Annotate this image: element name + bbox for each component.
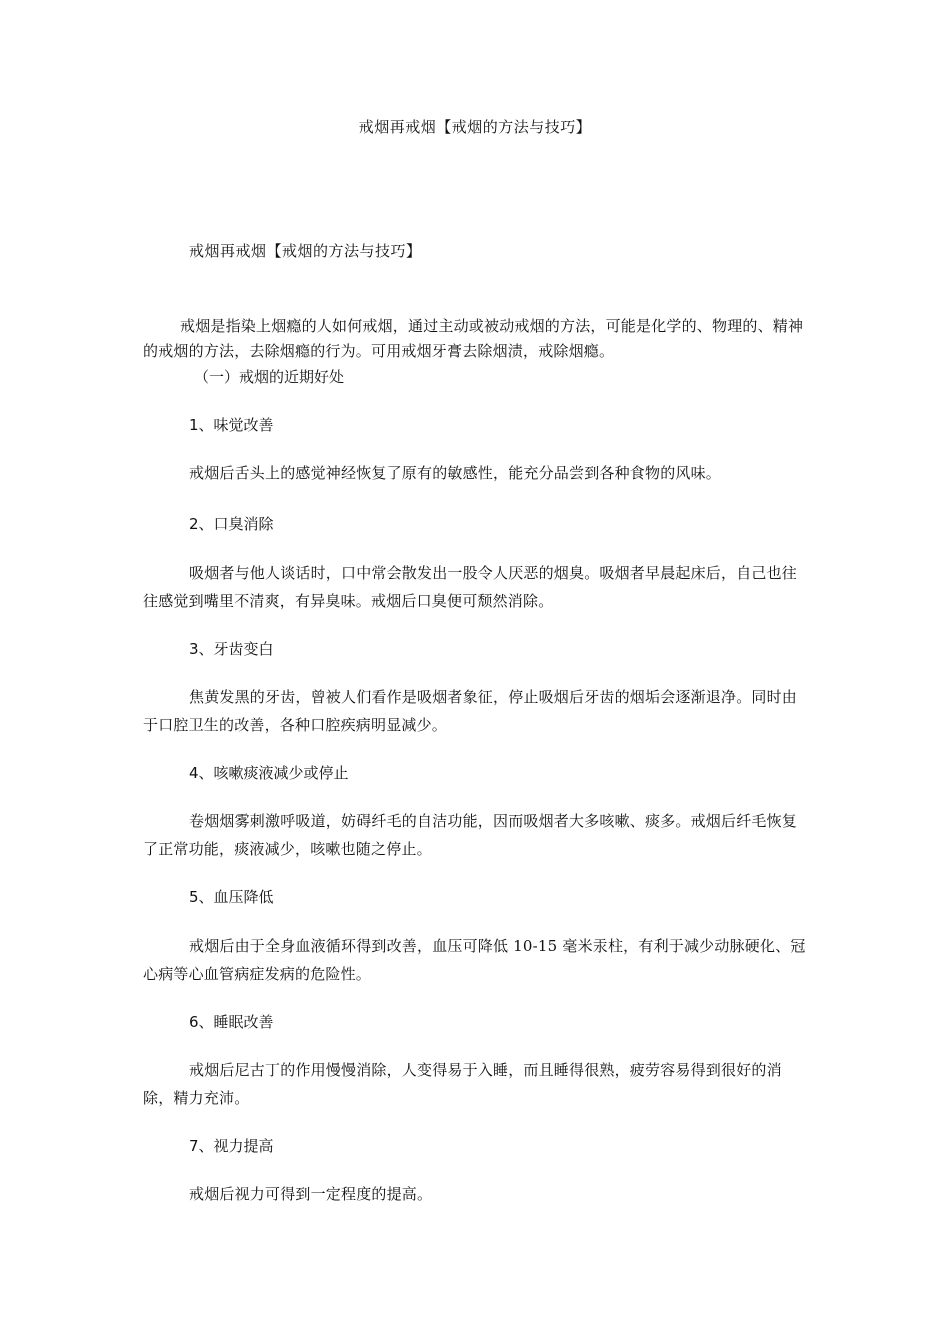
- item-heading-5: 5、血压降低: [189, 888, 274, 906]
- document-subtitle: 戒烟再戒烟【戒烟的方法与技巧】: [189, 242, 422, 260]
- item-body-3: 焦黄发黑的牙齿，曾被人们看作是吸烟者象征，停止吸烟后牙齿的烟垢会逐渐退净。同时由于口腔卫生的改善，各种口腔疾病明显减少。: [143, 688, 798, 734]
- item-body-4: 卷烟烟雾刺激呼吸道，妨碍纤毛的自洁功能，因而吸烟者大多咳嗽、痰多。戒烟后纤毛恢复了正常功能，痰液减少，咳嗽也随之停止。: [143, 812, 798, 858]
- item-heading-2: 2、口臭消除: [189, 515, 274, 533]
- item-heading-6: 6、睡眠改善: [189, 1013, 274, 1031]
- item-body-6: 戒烟后尼古丁的作用慢慢消除，人变得易于入睡，而且睡得很熟，疲劳容易得到很好的消除，精力充沛。: [143, 1061, 782, 1107]
- item-body-1: 戒烟后舌头上的感觉神经恢复了原有的敏感性，能充分品尝到各种食物的风味。: [189, 464, 722, 482]
- item-heading-1: 1、味觉改善: [189, 416, 274, 434]
- intro-paragraph: 戒烟是指染上烟瘾的人如何戒烟，通过主动或被动戒烟的方法，可能是化学的、物理的、精神的戒烟的方法，去除烟瘾的行为。可用戒烟牙膏去除烟渍，戒除烟瘾。: [143, 317, 804, 360]
- item-body-7: 戒烟后视力可得到一定程度的提高。: [189, 1185, 433, 1203]
- item-heading-3: 3、牙齿变白: [189, 640, 274, 658]
- item-heading-7: 7、视力提高: [189, 1137, 274, 1155]
- item-body-5: 戒烟后由于全身血液循环得到改善，血压可降低 10-15 毫米汞柱，有利于减少动脉硬化、冠心病等心血管病症发病的危险性。: [143, 937, 806, 983]
- section-heading: （一）戒烟的近期好处: [194, 368, 345, 386]
- page-title: 戒烟再戒烟【戒烟的方法与技巧】: [358, 118, 592, 136]
- item-heading-4: 4、咳嗽痰液减少或停止: [189, 764, 349, 782]
- item-body-2: 吸烟者与他人谈话时，口中常会散发出一股令人厌恶的烟臭。吸烟者早晨起床后，自己也往往感觉到嘴里不清爽，有异臭味。戒烟后口臭便可颓然消除。: [143, 564, 798, 610]
